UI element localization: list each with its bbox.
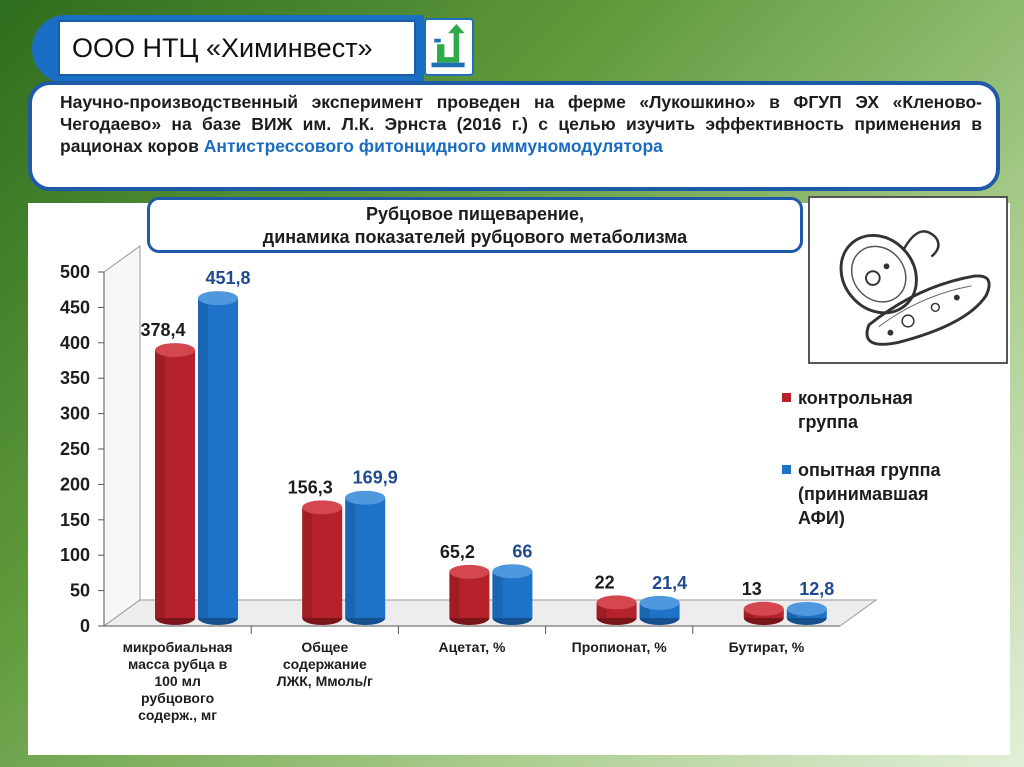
chart-title-line2: динамика показателей рубцового метаболизма	[262, 227, 688, 247]
y-tick-label: 150	[59, 509, 90, 530]
y-tick-label: 500	[59, 262, 90, 282]
bar	[597, 595, 637, 625]
bar	[744, 602, 784, 625]
data-label: 66	[512, 541, 533, 562]
product-name: Антистрессового фитонцидного иммуномодулятора	[203, 136, 663, 156]
legend-item	[782, 458, 1002, 530]
legend-label: опытная группа	[798, 460, 941, 480]
chart-title-line1: Рубцовое пищеварение,	[366, 204, 584, 224]
chart-legend	[782, 386, 1002, 554]
bar	[449, 565, 489, 625]
bar	[345, 491, 385, 625]
data-label: 13	[741, 578, 762, 599]
company-title: ООО НТЦ «Химинвест»	[58, 20, 416, 76]
bar	[302, 500, 342, 625]
x-tick-label: Ацетат, %	[438, 639, 506, 655]
bar	[640, 596, 680, 625]
legend-item	[782, 386, 1002, 434]
legend-swatch	[782, 393, 791, 402]
legend-label: АФИ)	[798, 508, 845, 528]
data-label: 65,2	[439, 541, 475, 562]
x-tick-label: Пропионат, %	[571, 639, 667, 655]
x-tick-label: рубцового	[141, 690, 215, 706]
data-label: 169,9	[352, 467, 398, 488]
data-label: 21,4	[652, 572, 688, 593]
side-wall	[104, 246, 140, 626]
y-tick-label: 100	[59, 545, 90, 566]
x-tick-label: масса рубца в	[127, 656, 228, 672]
x-tick-label: Бутират, %	[728, 639, 805, 655]
y-tick-label: 450	[59, 297, 90, 318]
legend-swatch	[782, 465, 791, 474]
y-tick-label: 350	[59, 368, 90, 389]
y-tick-label: 200	[59, 474, 90, 495]
y-tick-label: 400	[59, 332, 90, 353]
y-tick-label: 0	[79, 616, 90, 636]
x-tick-label: Общее	[301, 639, 349, 655]
bar	[155, 343, 195, 625]
x-tick-label: содерж., мг	[138, 707, 218, 723]
data-label: 12,8	[799, 578, 835, 599]
legend-label: (принимавшая	[798, 484, 929, 504]
bar	[492, 564, 532, 625]
x-tick-label: содержание	[282, 656, 367, 672]
data-label: 156,3	[287, 477, 333, 498]
y-tick-label: 300	[59, 403, 90, 424]
bar	[787, 602, 827, 625]
legend-label: контрольная	[798, 388, 913, 408]
x-tick-label: ЛЖК, Ммоль/г	[276, 673, 373, 689]
data-label: 451,8	[205, 268, 251, 289]
experiment-description: Научно-производственный эксперимент проведен на ферме «Лукошкино» в ФГУП ЭХ «Кленово-Чегодаево» на базе ВИЖ им. Л.К. Эрнста (2016 г.) с целью изучить эффективность применения в рационах коров Антистрессового фитонцидного иммуномодулятора	[28, 81, 1000, 191]
data-label: 22	[594, 572, 615, 593]
y-tick-label: 50	[69, 580, 90, 601]
data-label: 378,4	[140, 320, 186, 341]
legend-label: группа	[798, 412, 859, 432]
x-tick-label: 100 мл	[154, 673, 201, 689]
bar	[198, 291, 238, 625]
y-tick-label: 250	[59, 439, 90, 459]
x-tick-label: микробиальная	[122, 639, 233, 655]
